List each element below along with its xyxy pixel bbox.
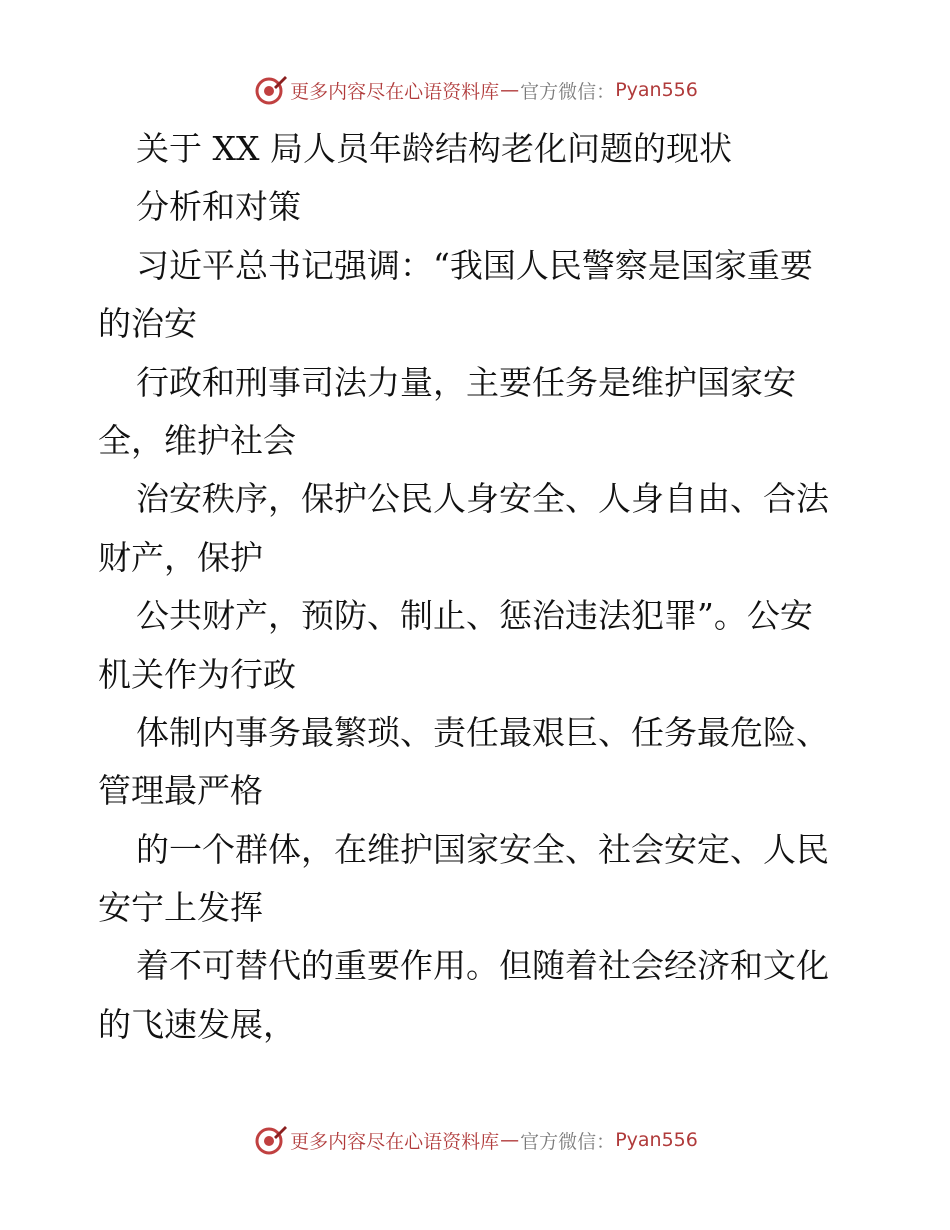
footer-watermark [0, 1120, 950, 1160]
header-watermark [0, 70, 950, 110]
text-line: 着不可替代的重要作用。但随着社会经济和文化 [136, 946, 829, 986]
document-body [98, 120, 858, 1054]
pen-logo-icon [252, 73, 288, 107]
watermark-sub-text: 官方微信： [520, 1130, 616, 1153]
text-line: 安宁上发挥 [98, 888, 263, 928]
watermark-wechat-id: Pyan556 [615, 79, 698, 101]
text-line: 的飞速发展， [98, 1004, 296, 1044]
text-line: 行政和刑事司法力量，主要任务是维护国家安 [136, 362, 796, 402]
document-title-line-1: 关于 XX 局人员年龄结构老化问题的现状 [136, 129, 732, 168]
text-line: 习近平总书记强调：“我国人民警察是国家重要 [136, 245, 813, 285]
watermark-dash: — [500, 79, 520, 101]
text-line: 财产，保护 [98, 537, 263, 577]
watermark-wechat-id: Pyan556 [615, 1129, 698, 1151]
text-line: 公共财产，预防、制止、惩治违法犯罪”。公安 [136, 596, 813, 636]
text-line: 机关作为行政 [98, 654, 296, 694]
watermark-main-text: 更多内容尽在心语资料库 [290, 1130, 500, 1153]
pen-logo-icon [252, 1123, 288, 1157]
text-line: 的治安 [98, 304, 197, 344]
text-line: 体制内事务最繁琐、责任最艰巨、任务最危险、 [136, 712, 829, 752]
text-line: 治安秩序，保护公民人身安全、人身自由、合法 [136, 479, 829, 519]
text-line: 全，维护社会 [98, 420, 296, 460]
document-title-line-2: 分析和对策 [136, 187, 301, 227]
text-line: 管理最严格 [98, 771, 263, 811]
watermark-dash: — [500, 1129, 520, 1151]
watermark-main-text: 更多内容尽在心语资料库 [290, 80, 500, 103]
text-line: 的一个群体，在维护国家安全、社会安定、人民 [136, 829, 829, 869]
watermark-sub-text: 官方微信： [520, 80, 616, 103]
